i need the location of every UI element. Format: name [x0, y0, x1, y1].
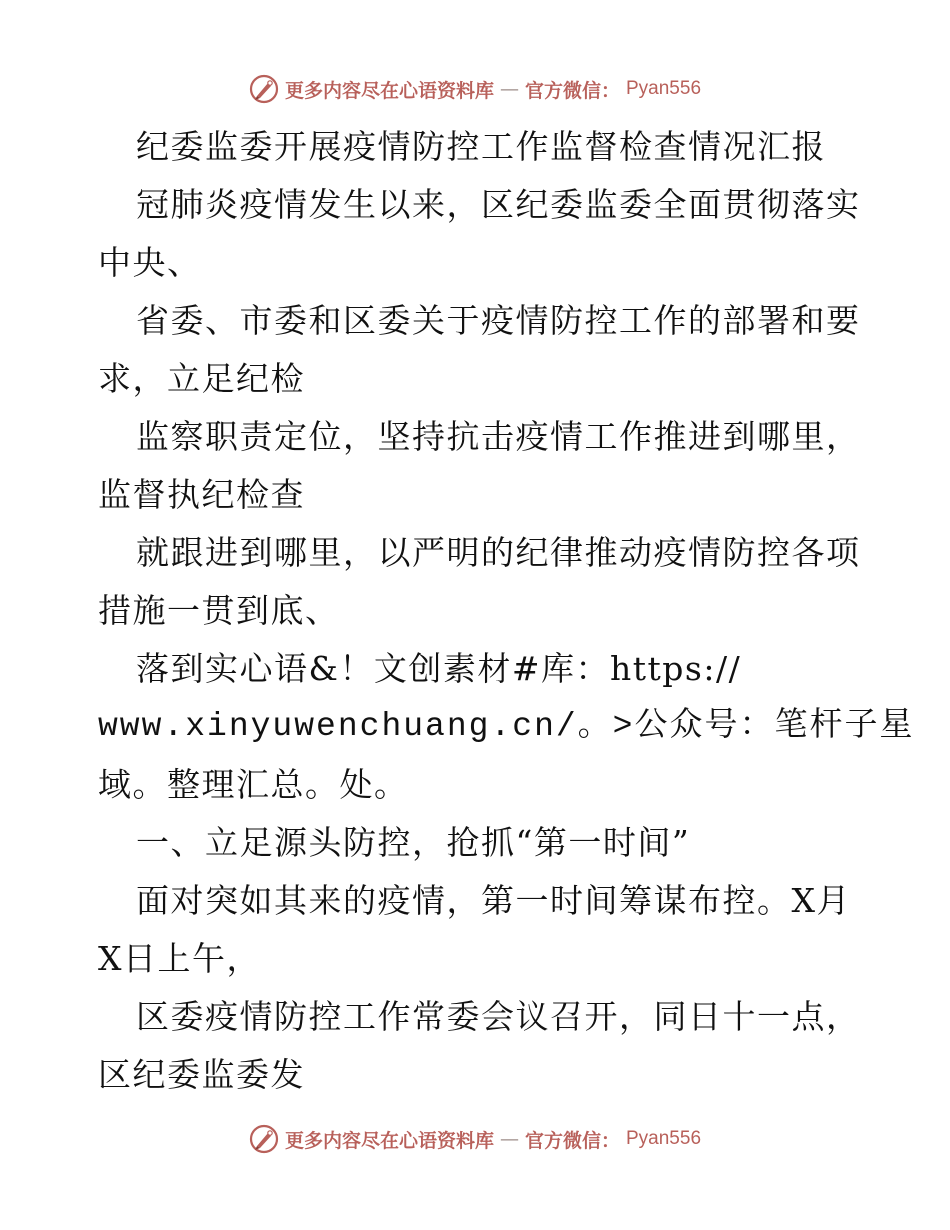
paragraph-line: 监察职责定位，坚持抗击疫情工作推进到哪里，: [136, 417, 861, 456]
paragraph-line: 措施一贯到底、: [98, 591, 340, 630]
paragraph-line: 面对突如其来的疫情，第一时间筹谋布控。X月: [136, 881, 851, 920]
paragraph-line: X日上午，: [98, 939, 261, 978]
paragraph-line: 省委、市委和区委关于疫情防控工作的部署和要: [136, 301, 861, 340]
paragraph-line: 中央、: [98, 243, 202, 282]
document-body: [98, 118, 915, 1104]
paragraph-line: 就跟进到哪里，以严明的纪律推动疫情防控各项: [136, 533, 861, 572]
paragraph-line: 区纪委监委发: [98, 1055, 305, 1094]
watermark-separator: —: [499, 78, 519, 100]
watermark-handle: Pyan556: [626, 78, 702, 99]
paragraph-line: 求，立足纪检: [98, 359, 305, 398]
paragraph-line: 区委疫情防控工作常委会议召开，同日十一点，: [136, 997, 861, 1036]
paragraph-line: 域。整理汇总。处。: [98, 765, 409, 804]
watermark-text: 更多内容尽在心语资料库: [284, 1129, 494, 1152]
section-heading: 一、立足源头防控，抢抓“第一时间”: [136, 823, 691, 862]
watermark-footer: [0, 1122, 950, 1156]
watermark-text: 更多内容尽在心语资料库: [284, 79, 494, 102]
watermark-separator: —: [499, 1128, 519, 1150]
paragraph-line: 落到实心语&！文创素材#库：https://: [136, 649, 742, 688]
pen-logo-icon: [249, 1124, 279, 1154]
paragraph-line: 冠肺炎疫情发生以来，区纪委监委全面贯彻落实: [136, 185, 861, 224]
watermark-header: [0, 72, 950, 106]
paragraph-line-url: www.xinyuwenchuang.cn/。>公众号：笔杆子星: [98, 708, 915, 745]
watermark-label: 官方微信：: [524, 1129, 620, 1152]
watermark-handle: Pyan556: [626, 1128, 702, 1149]
watermark-label: 官方微信：: [524, 79, 620, 102]
paragraph-line: 监督执纪检查: [98, 475, 305, 514]
document-title: 纪委监委开展疫情防控工作监督检查情况汇报: [136, 127, 826, 166]
pen-logo-icon: [249, 74, 279, 104]
